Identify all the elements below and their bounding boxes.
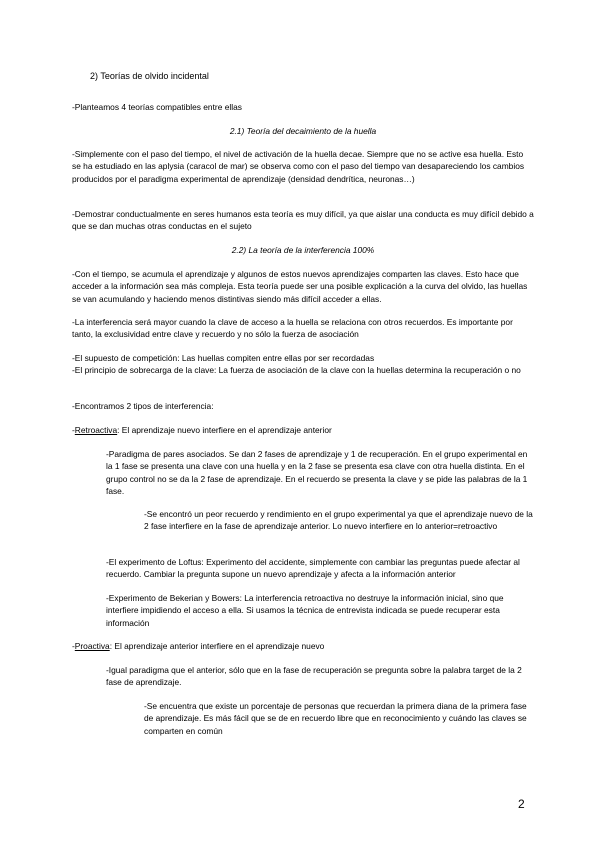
retroactive-heading bbox=[72, 424, 534, 436]
competition-assumption: -El supuesto de competición: Las huellas compiten entre ellas por ser recordadas bbox=[72, 353, 375, 363]
retroactive-paragraph-1: -Paradigma de pares asociados. Se dan 2 fases de aprendizaje y 1 de recuperación. En el grupo experimental en la 1 fase se presenta una clave con una huella y en la 2 fase se presenta esa clave con otra huella distinta. En el grupo control no se da la 2 fase de aprendizaje. En el recuerdo se presenta la clave y se pide las palabras de la 1 fase. bbox=[106, 449, 528, 497]
proactive-paragraph-2: -Se encuentra que existe un porcentaje de personas que recuerdan la primera diana de la primera fase de aprendizaje. Es más fácil que se de en recuerdo libre que en reconocimiento y cuándo las claves se comparten en común bbox=[144, 701, 527, 736]
proactive-paragraph-1: -Igual paradigma que el anterior, sólo que en la fase de recuperación se pregunta sobre la palabra target de la 2 fase de aprendizaje. bbox=[106, 665, 522, 688]
retroactive-definition: : El aprendizaje nuevo interfiere en el aprendizaje anterior bbox=[117, 425, 332, 435]
proactive-definition: : El aprendizaje anterior interfiere en el aprendizaje nuevo bbox=[109, 641, 325, 651]
retroactive-paragraph-3: -El experimento de Loftus: Experimento del accidente, simplemente con cambiar las preguntas puede afectar al recuerdo. Cambiar la pregunta supone un nuevo aprendizaje y afecta a la información anterior bbox=[106, 557, 520, 580]
section-title: 2) Teorías de olvido incidental bbox=[90, 71, 209, 81]
subtitle-decay-theory: 2.1) Teoría del decaimiento de la huella bbox=[229, 126, 377, 136]
page-number: 2 bbox=[518, 797, 525, 811]
retroactive-dash: - bbox=[72, 425, 75, 435]
interference-paragraph-1: -Con el tiempo, se acumula el aprendizaje y algunos de estos nuevos aprendizajes comparten las claves. Esto hace que acceder a la información sea más compleja. Esta teoría puede ser una posible explicación a la curva del olvido, las huellas se van acumulando y haciendo menos distintivas siendo más difícil acceder a ellas. bbox=[72, 269, 528, 304]
retroactive-paragraph-4: -Experimento de Bekerian y Bowers: La interferencia retroactiva no destruye la información inicial, sino que interfiere impidiendo el acceso a ella. Si usamos la técnica de entrevista indicada se puede recuperar esta información bbox=[106, 593, 504, 628]
subtitle-interference-theory: 2.2) La teoría de la interferencia 100% bbox=[231, 245, 375, 255]
decay-paragraph-2: -Demostrar conductualmente en seres humanos esta teoría es muy difícil, ya que aislar una conducta es muy difícil debido a que se dan muchas otras conductas en el sujeto bbox=[72, 209, 534, 232]
interference-paragraph-2: -La interferencia será mayor cuando la clave de acceso a la huella se relaciona con otros recuerdos. Es importante por tanto, la exclusividad entre clave y recuerdo y no sólo la fuerza de asociación bbox=[72, 317, 513, 340]
proactive-term: Proactiva bbox=[74, 641, 110, 651]
proactive-heading bbox=[72, 640, 534, 652]
interference-types: -Encontramos 2 tipos de interferencia: bbox=[72, 401, 214, 411]
retroactive-paragraph-2: -Se encontró un peor recuerdo y rendimiento en el grupo experimental ya que el aprendizaje nuevo de la 2 fase interfiere en la fase de aprendizaje anterior. Lo nuevo interfiere en lo anterior=retroactivo bbox=[144, 509, 533, 532]
intro-paragraph: -Planteamos 4 teorías compatibles entre ellas bbox=[72, 102, 242, 112]
decay-paragraph-1: -Simplemente con el paso del tiempo, el nivel de activación de la huella decae. Siempre que no se active esa huella. Esto se ha estudiado en las aplysia (caracol de mar) se observa como con el paso del tiempo van desapareciendo los cambios producidos por el paradigma experimental de aprendizaje (densidad dendrítica, neuronas…) bbox=[72, 149, 525, 184]
cue-overload-principle: -El principio de sobrecarga de la clave: La fuerza de asociación de la clave con la huellas determina la recuperación o no bbox=[72, 365, 521, 375]
proactive-dash: - bbox=[72, 641, 75, 651]
retroactive-term: Retroactiva bbox=[74, 425, 118, 435]
